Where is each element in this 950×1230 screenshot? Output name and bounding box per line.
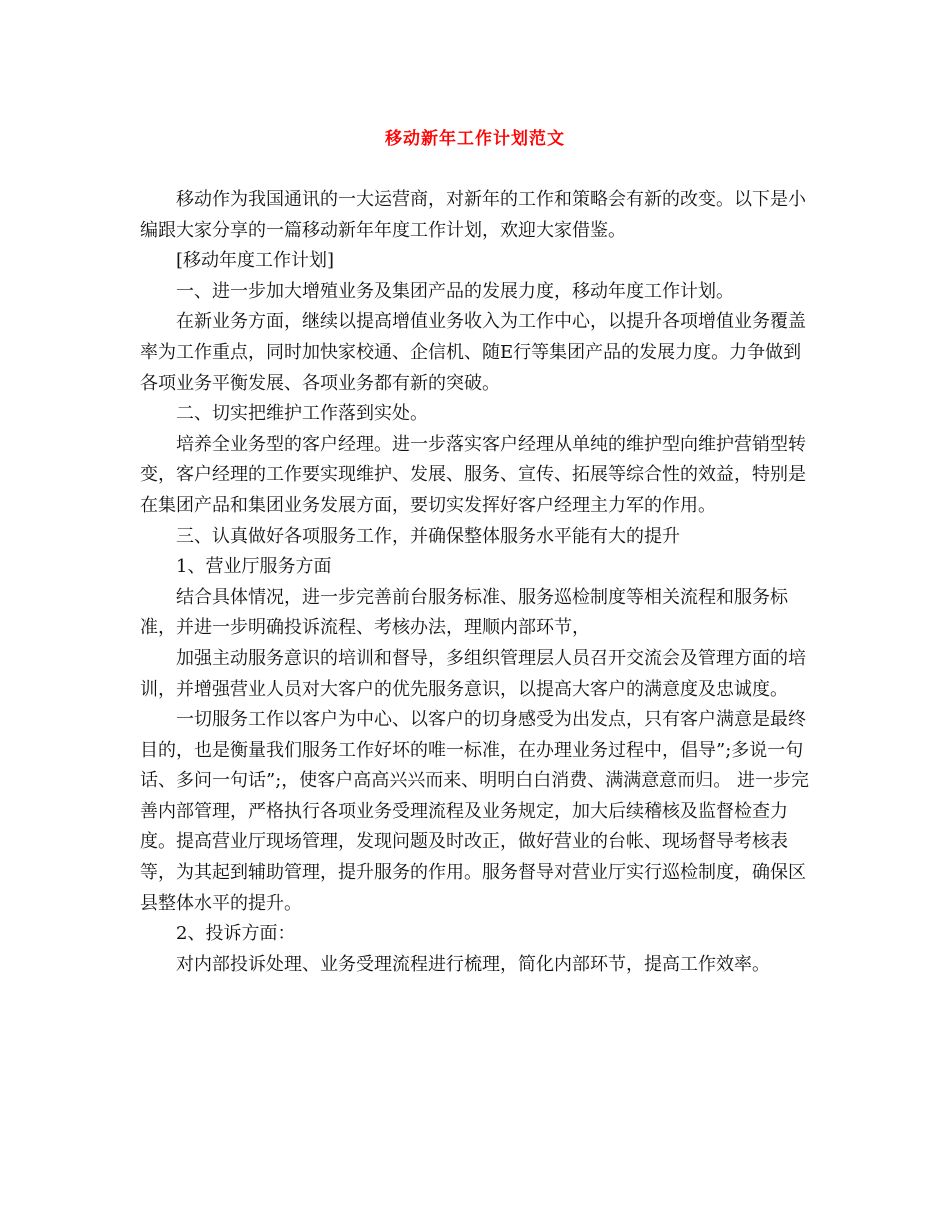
paragraph-customer-centric: 一切服务工作以客户为中心、以客户的切身感受为出发点，只有客户满意是最终目的，也是衡量我们服务工作好坏的唯一标准，在办理业务过程中，倡导”;多说一句话、多问一句话”;，使客户高高兴兴而来、明明白白消费、满满意意而归。 进一步完善内部管理，严格执行各项业务受理流程及业务规定，加大后续稽核及监督检查力度。提高营业厅现场管理，发现问题及时改正，做好营业的台帐、现场督导考核表等，为其起到辅助管理，提升服务的作用。服务督导对营业厅实行巡检制度，确保区县整体水平的提升。 [140,709,809,914]
paragraph-training: 加强主动服务意识的培训和督导，多组织管理层人员召开交流会及管理方面的培训，并增强营业人员对大客户的优先服务意识，以提高大客户的满意度及忠诚度。 [140,647,806,700]
document-title: 移动新年工作计划范文 [385,129,565,149]
paragraph-new-business: 在新业务方面，继续以提高增值业务收入为工作中心，以提升各项增值业务覆盖率为工作重点，同时加快家校通、企信机、随E行等集团产品的发展力度。力争做到各项业务平衡发展、各项业务都有新的突破。 [140,311,806,394]
paragraph-account-manager: 培养全业务型的客户经理。进一步落实客户经理从单纯的维护型向维护营销型转变，客户经理的工作要实现维护、发展、服务、宣传、拓展等综合性的效益，特别是在集团产品和集团业务发展方面，要切实发挥好客户经理主力军的作用。 [140,433,806,516]
paragraph-heading-2: 二、切实把维护工作落到实处。 [176,403,428,425]
paragraph-service-standards: 结合具体情况，进一步完善前台服务标准、服务巡检制度等相关流程和服务标准，并进一步明确投诉流程、考核办法，理顺内部环节， [140,586,788,639]
paragraph-subheading-2: 2、投诉方面： [176,923,296,945]
paragraph-section-label: [移动年度工作计划] [176,250,335,272]
paragraph-heading-1: 一、进一步加大增殖业务及集团产品的发展力度，移动年度工作计划。 [176,280,734,302]
paragraph-heading-3: 三、认真做好各项服务工作，并确保整体服务水平能有大的提升 [176,525,680,547]
paragraph-intro: 移动作为我国通讯的一大运营商，对新年的工作和策略会有新的改变。以下是小编跟大家分享的一篇移动新年年度工作计划，欢迎大家借鉴。 [140,189,806,241]
paragraph-complaints: 对内部投诉处理、业务受理流程进行梳理，简化内部环节，提高工作效率。 [176,953,770,975]
document-body [140,185,815,980]
paragraph-subheading-1: 1、营业厅服务方面 [176,556,332,578]
